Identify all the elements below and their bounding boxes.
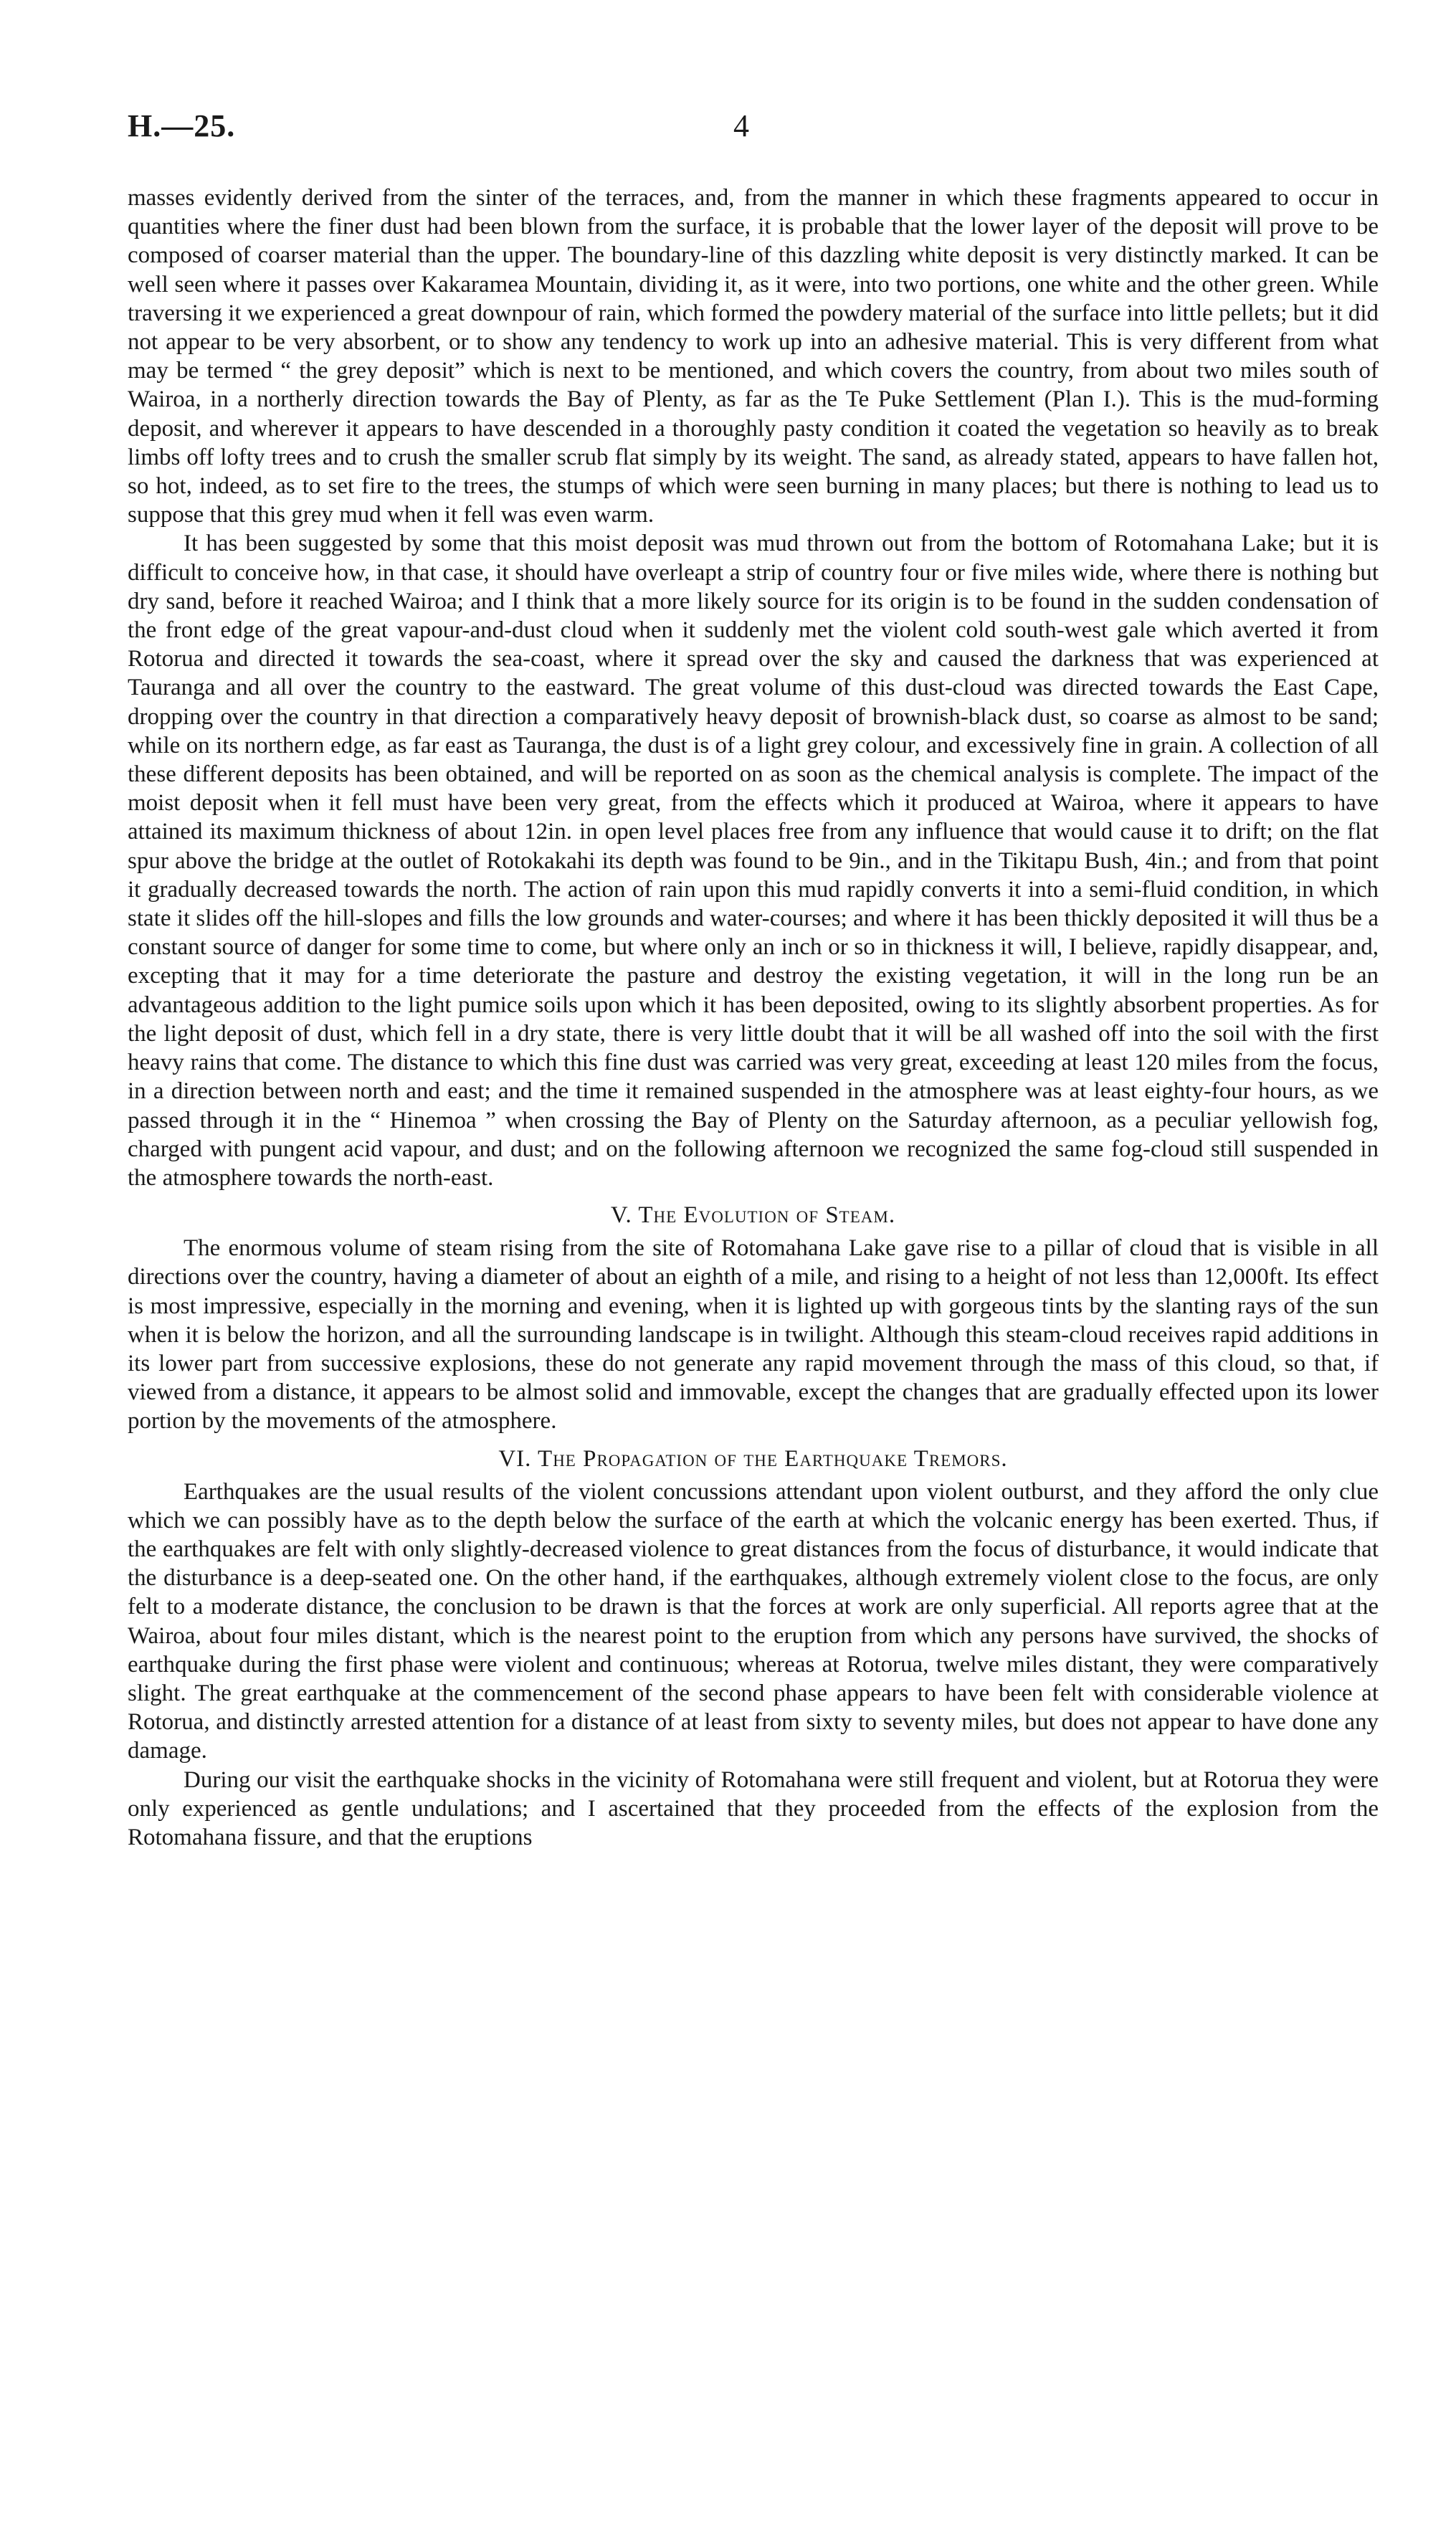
paragraph-moist-deposit-origin: It has been suggested by some that this moist deposit was mud thrown out from the bottom of Rotomahana Lake; but it is difficult to conceive how, in that case, it should have overleapt a strip of country four or five miles wide, where there is nothing but dry sand, before it reached Wairoa; and I think that a more likely source for its origin is to be found in the sudden condensation of the front edge of the great vapour-and-dust cloud when it suddenly met the violent cold south-west gale which averted it from Rotorua and directed it towards the sea-coast, where it spread over the sky and caused the darkness that was experienced at Tauranga and all over the country to the eastward. The great volume of this dust-cloud was directed towards the East Cape, dropping over the country in that direction a comparatively heavy deposit of brownish-black dust, so coarse as almost to be sand; while on its northern edge, as far east as Tauranga, the dust is of a light grey colour, and excessively fine in grain. A collection of all these different deposits has been obtained, and will be reported on as soon as the chemical analysis is complete. The impact of the moist deposit when it fell must have been very great, from the effects which it produced at Wairoa, where it appears to have attained its maximum thickness of about 12in. in open level places free from any influence that would cause it to drift; on the flat spur above the bridge at the outlet of Rotokakahi its depth was found to be 9in., and in the Tikitapu Bush, 4in.; and from that point it gradually decreased towards the north. The action of rain upon this mud rapidly converts it into a semi-fluid condition, in which state it slides off the hill-slopes and fills the low grounds and water-courses; and where it has been thickly deposited it will thus be a constant source of danger for some time to come, but where only an inch or so in thickness it will, I believe, rapidly disappear, and, excepting that it may for a time deteriorate the pasture and destroy the existing vegetation, it will in the long run be an advantageous addition to the light pumice soils upon which it has been deposited, owing to its slightly absorbent properties. As for the light deposit of dust, which fell in a dry state, there is very little doubt that it will be all washed off into the soil with the first heavy rains that come. The distance to which this fine dust was carried was very great, exceeding at least 120 miles from the focus, in a direction between north and east; and the time it remained suspended in the atmosphere was at least eighty-four hours, as we passed through it in the “ Hinemoa ” when crossing the Bay of Plenty on the Saturday afternoon, as a peculiar yellowish fog, charged with pungent acid vapour, and dust; and on the following afternoon we recognized the same fog-cloud still suspended in the atmosphere towards the north-east. — [128, 531, 1379, 1191]
section-heading-evolution-of-steam: V. The Evolution of Steam. — [610, 1202, 896, 1229]
page-header — [128, 108, 1379, 151]
paragraph-steam-cloud: The enormous volume of steam rising from the site of Rotomahana Lake gave rise to a pillar of cloud that is visible in all directions over the country, having a diameter of about an eighth of a mile, and rising to a height of not less than 12,000ft. Its effect is most impressive, especially in the morning and evening, when it is lighted up with gorgeous tints by the slanting rays of the sun when it is below the horizon, and all the surrounding landscape is in twilight. Although this steam-cloud receives rapid additions in its lower part from successive explosions, these do not generate any rapid movement through the mass of this cloud, so that, if viewed from a distance, it appears to be almost solid and immovable, except the changes that are gradually effected upon its lower portion by the movements of the atmosphere. — [128, 1235, 1379, 1435]
document-body — [128, 184, 1379, 1852]
paragraph-earthquake-shocks-visit: During our visit the earthquake shocks in the vicinity of Rotomahana were still frequent and violent, but at Rotorua they were only experienced as gentle undulations; and I ascertained that they proceeded from the effects of the explosion from the Rotomahana fissure, and that the eruptions — [128, 1766, 1379, 1850]
paragraph-earthquakes: Earthquakes are the usual results of the violent concussions attendant upon violent outburst, and they afford the only clue which we can possibly have as to the depth below the surface of the earth at which the volcanic energy has been exerted. Thus, if the earthquakes are felt with only slightly-decreased violence to great distances from the focus of disturbance, it would indicate that the disturbance is a deep-seated one. On the other hand, if the earthquakes, although extremely violent close to the focus, are only felt to a moderate distance, the conclusion to be drawn is that the forces at work are only superficial. All reports agree that at the Wairoa, about four miles distant, which is the nearest point to the eruption from which any persons have survived, the shocks of earthquake during the first phase were violent and continuous; whereas at Rotorua, twelve miles distant, they were comparatively slight. The great earthquake at the commencement of the second phase appears to have been felt with considerable violence at Rotorua, and distinctly arrested attention for a distance of at least from sixty to seventy miles, but does not appear to have done any damage. — [128, 1478, 1379, 1764]
paragraph-grey-deposit: masses evidently derived from the sinter of the terraces, and, from the manner in which these fragments appeared to occur in quantities where the finer dust had been blown from the surface, it is probable that the lower layer of the deposit will prove to be composed of coarser material than the upper. The boundary-line of this dazzling white deposit is very distinctly marked. It can be well seen where it passes over Kakaramea Mountain, dividing it, as it were, into two portions, one white and the other green. While traversing it we experienced a great downpour of rain, which formed the powdery material of the surface into little pellets; but it did not appear to be very absorbent, or to show any tendency to work up into an adhesive material. This is very different from what may be termed “ the grey deposit” which is next to be mentioned, and which covers the country, from about two miles south of Wairoa, in a northerly direction towards the Bay of Plenty, as far as the Te Puke Settlement (Plan I.). This is the mud-forming deposit, and wherever it appears to have descended in a thoroughly pasty condition it coated the vegetation so heavily as to break limbs off lofty trees and to crush the smaller scrub flat simply by its weight. The sand, as already stated, appears to have fallen hot, so hot, indeed, as to set fire to the trees, the stumps of which were seen burning in many places; but there is nothing to lead us to suppose that this grey mud when it fell was even warm. — [128, 185, 1379, 528]
parliamentary-paper-reference: H.—25. — [128, 108, 236, 143]
section-heading-earthquake-tremors: VI. The Propagation of the Earthquake Tremors. — [498, 1445, 1008, 1472]
page-number: 4 — [733, 108, 749, 143]
